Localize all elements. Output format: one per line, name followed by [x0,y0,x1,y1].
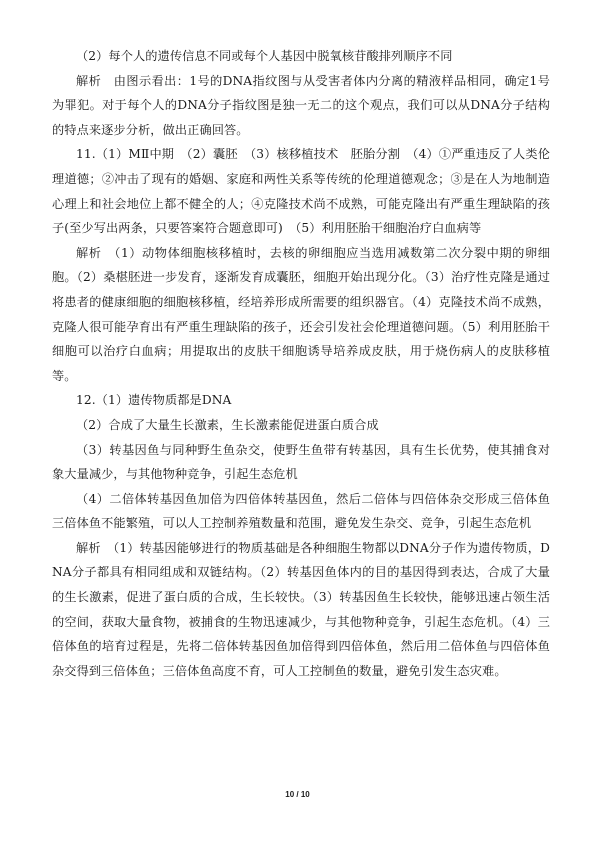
document-body [52,44,550,683]
answer-12-part-4: （4）二倍体转基因鱼加倍为四倍体转基因鱼，然后二倍体与四倍体杂交形成三倍体鱼三倍体鱼不能繁殖，可以人工控制养殖数量和范围，避免发生杂交、竞争，引起生态危机 [52,491,550,531]
answer-12-part-2: （2）合成了大量生长激素，生长激素能促进蛋白质合成 [76,417,379,432]
answer-12-part-1: 12.（1）遗传物质都是DNA [76,393,232,408]
page-number: 10 / 10 [285,790,310,799]
answer-10-part-2: （2）每个人的遗传信息不同或每个人基因中脱氧核苷酸排列顺序不同 [76,49,453,63]
analysis-12: 解析 （1）转基因能够进行的物质基础是各种细胞生物都以DNA分子作为遗传物质，DNA分子都具有相同组成和双链结构。（2）转基因鱼体内的目的基因得到表达，合成了大量的生长激素，促进了蛋白质的合成，生长较快。（3）转基因鱼生长较快，能够迅速占领生活的空间，获取大量食物，被捕食的生物迅速减少，与其他物种竞争，引起生态危机。（4）三倍体鱼的培育过程是，先将二倍体转基因鱼加倍得到四倍体鱼，然后用二倍体鱼与四倍体鱼杂交得到三倍体鱼；三倍体鱼高度不育，可人工控制鱼的数量，避免引发生态灾难。 [52,540,550,678]
analysis-10: 解析 由图示看出：1号的DNA指纹图与从受害者体内分离的精液样品相同，确定1号为罪犯。对于每个人的DNA分子指纹图是独一无二的这个观点，我们可以从DNA分子结构的特点来逐步分析，做出正确回答。 [52,73,550,137]
answer-11: 11.（1）MⅡ中期 （2）囊胚 （3）核移植技术 胚胎分割 （4）①严重违反了人类伦理道德；②冲击了现有的婚姻、家庭和两性关系等传统的伦理道德观念；③是在人为地制造心理上和社会地位上都不健全的人；④克隆技术尚不成熟，可能克隆出有严重生理缺陷的孩子(至少写出两条，只要答案符合题意即可) （5）利用胚胎干细胞治疗白血病等 [52,147,550,236]
answer-12-part-3: （3）转基因鱼与同种野生鱼杂交，使野生鱼带有转基因，具有生长优势，使其捕食对象大量减少，与其他物种竞争，引起生态危机 [52,442,550,482]
analysis-11: 解析 （1）动物体细胞核移植时，去核的卵细胞应当选用减数第二次分裂中期的卵细胞。（2）桑椹胚进一步发育，逐渐发育成囊胚，细胞开始出现分化。（3）治疗性克隆是通过将患者的健康细胞的细胞核移植，经培养形成所需要的组织器官。（4）克隆技术尚不成熟，克隆人很可能孕育出有严重生理缺陷的孩子，还会引发社会伦理道德问题。（5）利用胚胎干细胞可以治疗白血病；用提取出的皮肤干细胞诱导培养成皮肤，用于烧伤病人的皮肤移植等。 [52,245,550,383]
